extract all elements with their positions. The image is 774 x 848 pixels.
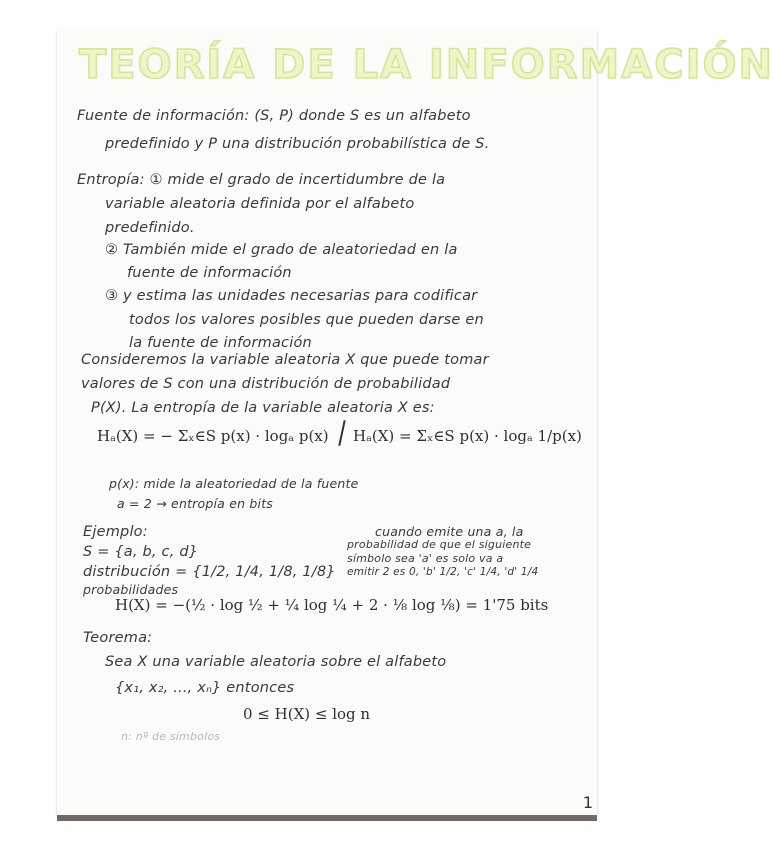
- probabilities-label: probabilidades: [83, 582, 179, 597]
- consider-line-1: Consideremos la variable aleatoria X que puede tomar: [81, 352, 489, 368]
- symbols-note: n: nº de símbolos: [121, 730, 221, 743]
- example-heading: Ejemplo:: [83, 524, 148, 540]
- entropy-line-1: Entropía: ① mide el grado de incertidumbre de la: [77, 172, 446, 188]
- entropy-formula-inverse: Hₐ(X) = Σₓ∈S p(x) · logₐ 1/p(x): [353, 427, 582, 445]
- alphabet-set: S = {a, b, c, d}: [83, 544, 199, 560]
- randomness-line-1: ② También mide el grado de aleatoriedad en la: [105, 242, 458, 258]
- theorem-heading: Teorema:: [83, 630, 153, 646]
- source-definition-line-1: Fuente de información: (S, P) donde S es un alfabeto: [77, 108, 471, 124]
- consider-line-3: P(X). La entropía de la variable aleatoria X es:: [91, 400, 435, 416]
- theorem-inequality: 0 ≤ H(X) ≤ log n: [243, 705, 371, 723]
- base-note: a = 2 → entropía en bits: [117, 496, 274, 511]
- source-definition-line-2: predefinido y P una distribución probabilística de S.: [105, 136, 490, 152]
- entropy-formula-log: Hₐ(X) = − Σₓ∈S p(x) · logₐ p(x): [97, 427, 329, 445]
- side-note-1: cuando emite una a, la: [375, 524, 524, 539]
- randomness-line-2: fuente de información: [127, 265, 292, 281]
- units-line-2: todos los valores posibles que pueden darse en: [129, 312, 484, 328]
- side-note-4: emitir 2 es 0, 'b' 1/2, 'c' 1/4, 'd' 1/4: [347, 566, 539, 578]
- theorem-line-1: Sea X una variable aleatoria sobre el alfabeto: [105, 654, 447, 670]
- side-note-2: probabilidad de que el siguiente: [347, 538, 532, 551]
- distribution-line: distribución = {1/2, 1/4, 1/8, 1/8}: [83, 564, 336, 580]
- entropy-example-formula: H(X) = −(½ · log ½ + ¼ log ¼ + 2 · ⅛ log ⅛) = 1'75 bits: [115, 596, 549, 614]
- units-line-3: la fuente de información: [129, 335, 312, 351]
- consider-line-2: valores de S con una distribución de probabilidad: [81, 376, 451, 392]
- px-note: p(x): mide la aleatoriedad de la fuente: [109, 476, 359, 491]
- side-note-3: símbolo sea 'a' es solo va a: [347, 552, 504, 565]
- notebook-page: [57, 30, 774, 815]
- entropy-line-2: variable aleatoria definida por el alfabeto: [105, 196, 415, 212]
- page-number: 1: [582, 793, 593, 812]
- page-title: TEORÍA DE LA INFORMACIÓN: [79, 42, 774, 88]
- theorem-line-2: {x₁, x₂, ..., xₙ} entonces: [115, 680, 295, 696]
- entropy-line-3: predefinido.: [105, 220, 195, 236]
- units-line-1: ③ y estima las unidades necesarias para codificar: [105, 288, 478, 304]
